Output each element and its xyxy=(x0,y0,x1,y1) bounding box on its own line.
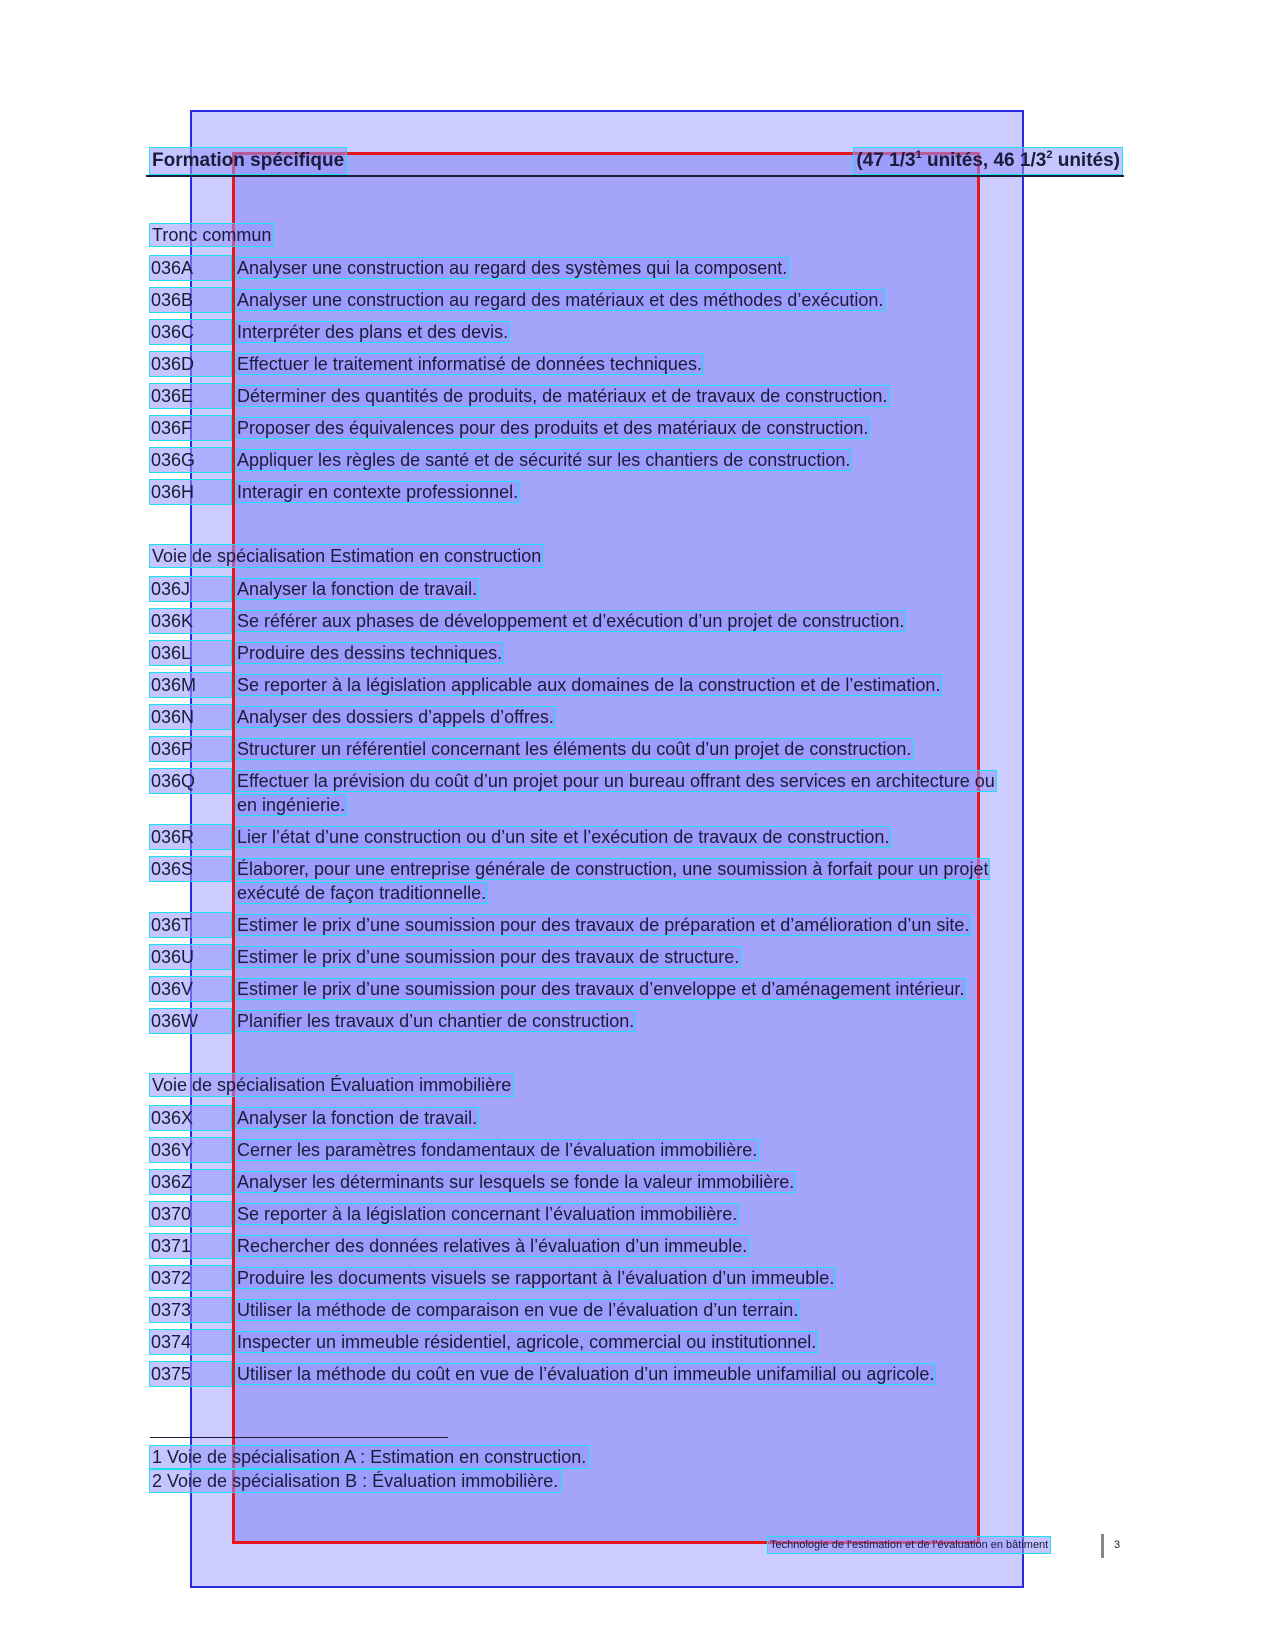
competency-text: Interpréter des plans et des devis. xyxy=(237,322,509,342)
competency-code: 036N xyxy=(150,705,231,729)
competency-code: 036D xyxy=(150,352,231,376)
competency-code: 0373 xyxy=(150,1298,231,1322)
competency-text: Effectuer la prévision du coût d’un projet pour un bureau offrant des services en architecture ou xyxy=(237,771,995,791)
competency-text: Utiliser la méthode du coût en vue de l’évaluation d’un immeuble unifamilial ou agricole. xyxy=(237,1364,935,1384)
competency-code: 0370 xyxy=(150,1202,231,1226)
competency-text: Se reporter à la législation concernant l’évaluation immobilière. xyxy=(237,1204,738,1224)
competency-code: 036C xyxy=(150,320,231,344)
units-a: (47 1/3 xyxy=(856,150,916,171)
competency-text-continued: exécuté de façon traditionnelle. xyxy=(237,883,487,903)
section-title-tronc-commun: Tronc commun xyxy=(152,225,272,245)
competency-text: Lier l’état d’une construction ou d’un site et l’exécution de travaux de construction. xyxy=(237,827,890,847)
competency-code: 036L xyxy=(150,641,231,665)
competency-text: Planifier les travaux d’un chantier de construction. xyxy=(237,1011,635,1031)
footer-separator xyxy=(1101,1534,1104,1558)
competency-text: Estimer le prix d’une soumission pour des travaux d’enveloppe et d’aménagement intérieur. xyxy=(237,979,965,999)
header-rule xyxy=(146,175,1124,177)
competency-code: 036T xyxy=(150,913,231,937)
competency-code: 0372 xyxy=(150,1266,231,1290)
competency-code: 036F xyxy=(150,416,231,440)
competency-code: 036S xyxy=(150,857,231,881)
competency-code: 036A xyxy=(150,256,231,280)
competency-code: 036Q xyxy=(150,769,231,793)
competency-code: 0374 xyxy=(150,1330,231,1354)
competency-text: Estimer le prix d’une soumission pour des travaux de préparation et d’amélioration d’un site. xyxy=(237,915,970,935)
competency-text: Élaborer, pour une entreprise générale de construction, une soumission à forfait pour un projet xyxy=(237,859,989,879)
units-b-footnote-ref: 2 xyxy=(1046,149,1053,161)
competency-text: Effectuer le traitement informatisé de données techniques. xyxy=(237,354,702,374)
competency-text: Structurer un référentiel concernant les éléments du coût d’un projet de construction. xyxy=(237,739,912,759)
competency-code: 036X xyxy=(150,1106,231,1130)
competency-text: Cerner les paramètres fondamentaux de l’évaluation immobilière. xyxy=(237,1140,758,1160)
competency-code: 036E xyxy=(150,384,231,408)
units-a-footnote-ref: 1 xyxy=(915,149,922,161)
competency-text: Interagir en contexte professionnel. xyxy=(237,482,519,502)
competency-code: 036K xyxy=(150,609,231,633)
section-title-estimation: Voie de spécialisation Estimation en construction xyxy=(152,546,542,566)
footnote-2: 2 Voie de spécialisation B : Évaluation immobilière. xyxy=(152,1471,559,1491)
units-end: unités) xyxy=(1052,150,1120,171)
competency-code: 036B xyxy=(150,288,231,312)
competency-text: Analyser une construction au regard des matériaux et des méthodes d’exécution. xyxy=(237,290,884,310)
competency-code: 036M xyxy=(150,673,231,697)
competency-text: Analyser une construction au regard des systèmes qui la composent. xyxy=(237,258,788,278)
competency-code: 036G xyxy=(150,448,231,472)
competency-text: Produire des dessins techniques. xyxy=(237,643,503,663)
competency-text: Estimer le prix d’une soumission pour des travaux de structure. xyxy=(237,947,740,967)
competency-text: Analyser la fonction de travail. xyxy=(237,579,478,599)
competency-text-continued: en ingénierie. xyxy=(237,795,346,815)
competency-code: 036P xyxy=(150,737,231,761)
page-title: Formation spécifique xyxy=(150,148,346,174)
competency-text: Analyser la fonction de travail. xyxy=(237,1108,478,1128)
page-footer-title: Technologie de l’estimation et de l’évaluation en bâtiment xyxy=(770,1539,1049,1551)
competency-text: Déterminer des quantités de produits, de matériaux et de travaux de construction. xyxy=(237,386,888,406)
page-header xyxy=(150,148,1122,174)
competency-code: 036W xyxy=(150,1009,231,1033)
competency-text: Proposer des équivalences pour des produits et des matériaux de construction. xyxy=(237,418,869,438)
competency-code: 0375 xyxy=(150,1362,231,1386)
competency-code: 036Y xyxy=(150,1138,231,1162)
competency-text: Se référer aux phases de développement et d’exécution d’un projet de construction. xyxy=(237,611,905,631)
competency-code: 036J xyxy=(150,577,231,601)
competency-text: Utiliser la méthode de comparaison en vue de l’évaluation d’un terrain. xyxy=(237,1300,799,1320)
competency-text: Analyser les déterminants sur lesquels se fonde la valeur immobilière. xyxy=(237,1172,795,1192)
units-mid: unités, 46 1/3 xyxy=(921,150,1047,171)
units-summary xyxy=(854,148,1122,174)
footnote-1: 1 Voie de spécialisation A : Estimation en construction. xyxy=(152,1447,587,1467)
page-number: 3 xyxy=(1114,1539,1121,1551)
competency-text: Appliquer les règles de santé et de sécurité sur les chantiers de construction. xyxy=(237,450,851,470)
competency-text: Rechercher des données relatives à l’évaluation d’un immeuble. xyxy=(237,1236,748,1256)
competency-text: Analyser des dossiers d’appels d’offres. xyxy=(237,707,554,727)
competency-code: 036U xyxy=(150,945,231,969)
competency-text: Produire les documents visuels se rapportant à l’évaluation d’un immeuble. xyxy=(237,1268,835,1288)
competency-code: 036H xyxy=(150,480,231,504)
competency-code: 036V xyxy=(150,977,231,1001)
competency-code: 036Z xyxy=(150,1170,231,1194)
section-title-evaluation: Voie de spécialisation Évaluation immobilière xyxy=(152,1075,512,1095)
competency-text: Inspecter un immeuble résidentiel, agricole, commercial ou institutionnel. xyxy=(237,1332,817,1352)
competency-code: 0371 xyxy=(150,1234,231,1258)
competency-code: 036R xyxy=(150,825,231,849)
competency-text: Se reporter à la législation applicable aux domaines de la construction et de l’estimation. xyxy=(237,675,941,695)
footnote-rule xyxy=(150,1437,448,1438)
